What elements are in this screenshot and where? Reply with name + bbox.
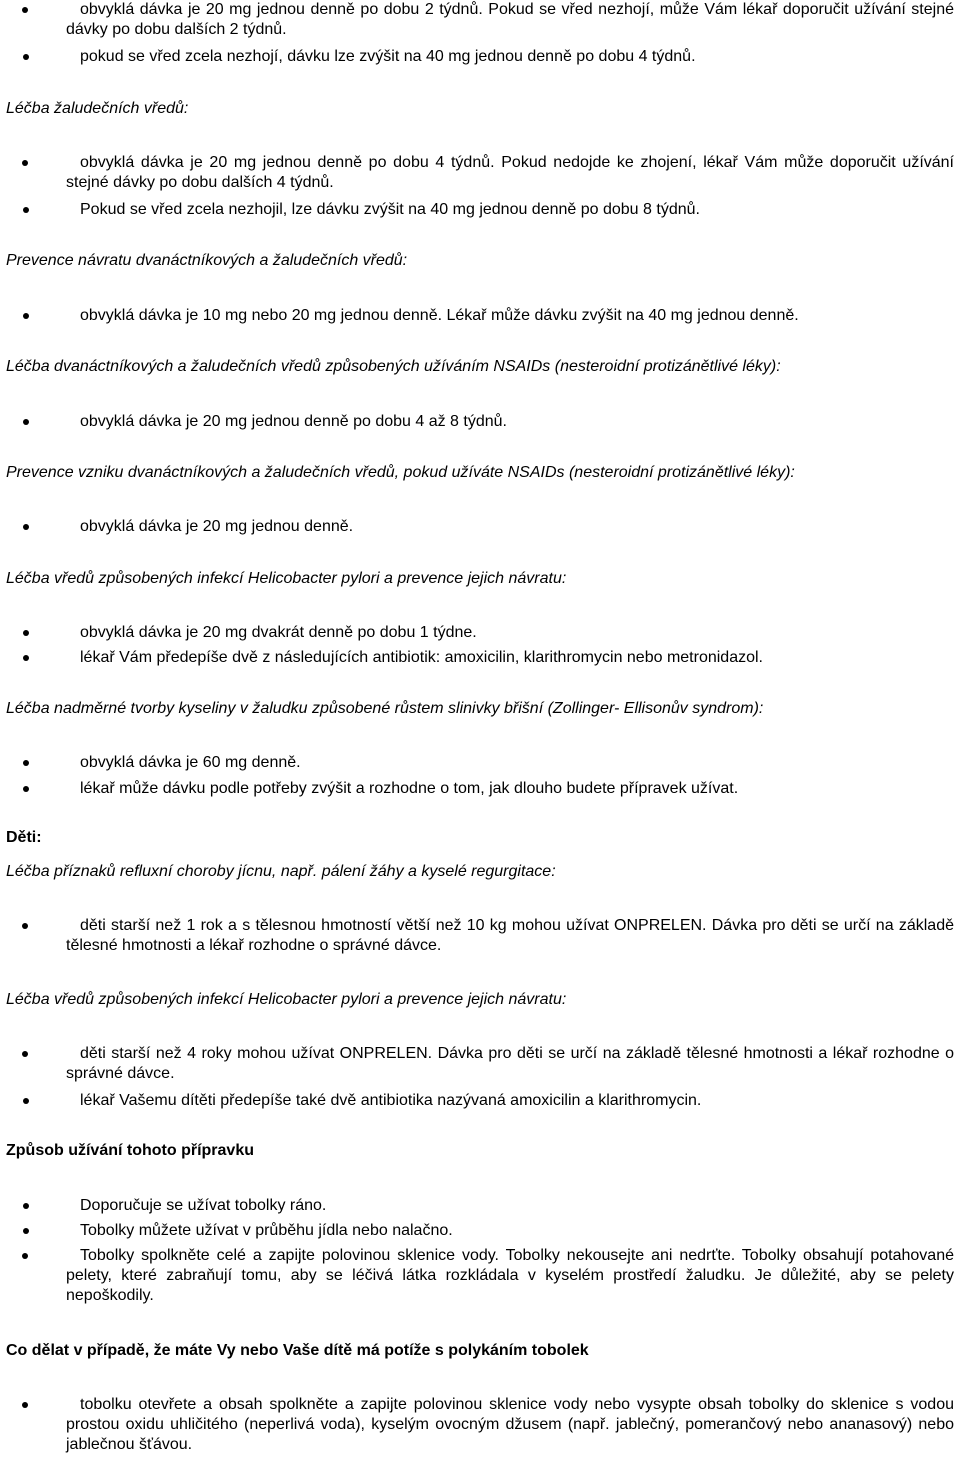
bullet-icon bbox=[23, 207, 29, 213]
section-heading: Léčba příznaků refluxní choroby jícnu, např. pálení žáhy a kyselé regurgitace: bbox=[6, 863, 556, 880]
bullet-icon bbox=[23, 313, 29, 319]
section-heading: Léčba žaludečních vředů: bbox=[6, 100, 189, 117]
bullet-icon bbox=[22, 1051, 28, 1057]
section-heading: Léčba vředů způsobených infekcí Helicobacter pylori a prevence jejich návratu: bbox=[6, 991, 567, 1008]
list-item: Tobolky můžete užívat v průběhu jídla nebo nalačno. bbox=[80, 1221, 954, 1241]
bullet-icon bbox=[22, 160, 28, 166]
bullet-icon bbox=[23, 1098, 29, 1104]
bullet-icon bbox=[23, 1203, 29, 1209]
list-item: obvyklá dávka je 20 mg jednou denně po dobu 4 až 8 týdnů. bbox=[80, 412, 954, 432]
children-title: Děti: bbox=[6, 829, 42, 846]
bullet-icon bbox=[23, 54, 29, 60]
list-item: obvyklá dávka je 10 mg nebo 20 mg jednou denně. Lékař může dávku zvýšit na 40 mg jednou denně. bbox=[80, 306, 954, 326]
list-item: Doporučuje se užívat tobolky ráno. bbox=[80, 1196, 954, 1216]
bullet-icon bbox=[23, 524, 29, 530]
list-item: děti starší než 1 rok a s tělesnou hmotností větší než 10 kg mohou užívat ONPRELEN. Dávka pro děti se určí na základě tělesné hmotnosti a lékař rozhodne o správné dávce. bbox=[66, 916, 954, 956]
list-item: obvyklá dávka je 20 mg jednou denně po dobu 2 týdnů. Pokud se vřed nezhojí, může Vám lékař doporučit užívání stejné dávky po dobu dalších 2 týdnů. bbox=[66, 0, 954, 40]
list-item: obvyklá dávka je 20 mg jednou denně po dobu 4 týdnů. Pokud nedojde ke zhojení, lékař Vám může doporučit užívání stejné dávky po dobu dalších 4 týdnů. bbox=[66, 153, 954, 193]
list-item: Tobolky spolkněte celé a zapijte polovinou sklenice vody. Tobolky nekousejte ani nedrťte. Tobolky obsahují potahované pelety, které zabraňují tomu, aby se léčivá látka rozkládala v kyselém prostředí žaludku. Je důležité, aby se pelety nepoškodily. bbox=[66, 1246, 954, 1306]
list-item: Pokud se vřed zcela nezhojil, lze dávku zvýšit na 40 mg jednou denně po dobu 8 týdnů. bbox=[80, 200, 954, 220]
section-heading: Prevence návratu dvanáctníkových a žaludečních vředů: bbox=[6, 252, 408, 269]
section-heading: Léčba nadměrné tvorby kyseliny v žaludku způsobené růstem slinivky břišní (Zollinger- Ellisonův syndrom): bbox=[6, 700, 764, 717]
bullet-icon bbox=[23, 655, 29, 661]
bullet-icon bbox=[22, 1253, 28, 1259]
section-heading: Prevence vzniku dvanáctníkových a žaludečních vředů, pokud užíváte NSAIDs (nesteroidní protizánětlivé léky): bbox=[6, 464, 795, 481]
section-heading: Léčba vředů způsobených infekcí Helicobacter pylori a prevence jejich návratu: bbox=[6, 570, 567, 587]
swallow-title: Co dělat v případě, že máte Vy nebo Vaše dítě má potíže s polykáním tobolek bbox=[6, 1342, 589, 1359]
bullet-icon bbox=[22, 7, 28, 13]
bullet-icon bbox=[23, 419, 29, 425]
bullet-icon bbox=[23, 786, 29, 792]
list-item: pokud se vřed zcela nezhojí, dávku lze zvýšit na 40 mg jednou denně po dobu 4 týdnů. bbox=[80, 47, 954, 67]
bullet-icon bbox=[23, 630, 29, 636]
list-item: lékař Vám předepíše dvě z následujících antibiotik: amoxicilin, klarithromycin nebo metronidazol. bbox=[80, 648, 954, 668]
usage-title: Způsob užívání tohoto přípravku bbox=[6, 1142, 254, 1159]
list-item: děti starší než 4 roky mohou užívat ONPRELEN. Dávka pro děti se určí na základě tělesné hmotnosti a lékař rozhodne o správné dávce. bbox=[66, 1044, 954, 1084]
bullet-icon bbox=[22, 923, 28, 929]
bullet-icon bbox=[23, 1228, 29, 1234]
list-item: lékař může dávku podle potřeby zvýšit a rozhodne o tom, jak dlouho budete přípravek užívat. bbox=[80, 779, 954, 799]
list-item: tobolku otevřete a obsah spolkněte a zapijte polovinou sklenice vody nebo vysypte obsah tobolky do sklenice s vodou prostou oxidu uhličitého (neperlivá voda), kyselým ovocným džusem (např. jablečný, pomerančový nebo ananasový) nebo jablečnou šťávou. bbox=[66, 1395, 954, 1455]
list-item: lékař Vašemu dítěti předepíše také dvě antibiotika nazývaná amoxicilin a klarithromycin. bbox=[80, 1091, 954, 1111]
list-item: obvyklá dávka je 60 mg denně. bbox=[80, 753, 954, 773]
bullet-icon bbox=[22, 1402, 28, 1408]
list-item: obvyklá dávka je 20 mg jednou denně. bbox=[80, 517, 954, 537]
section-heading: Léčba dvanáctníkových a žaludečních vředů způsobených užíváním NSAIDs (nesteroidní protizánětlivé léky): bbox=[6, 358, 781, 375]
list-item: obvyklá dávka je 20 mg dvakrát denně po dobu 1 týdne. bbox=[80, 623, 954, 643]
bullet-icon bbox=[23, 760, 29, 766]
